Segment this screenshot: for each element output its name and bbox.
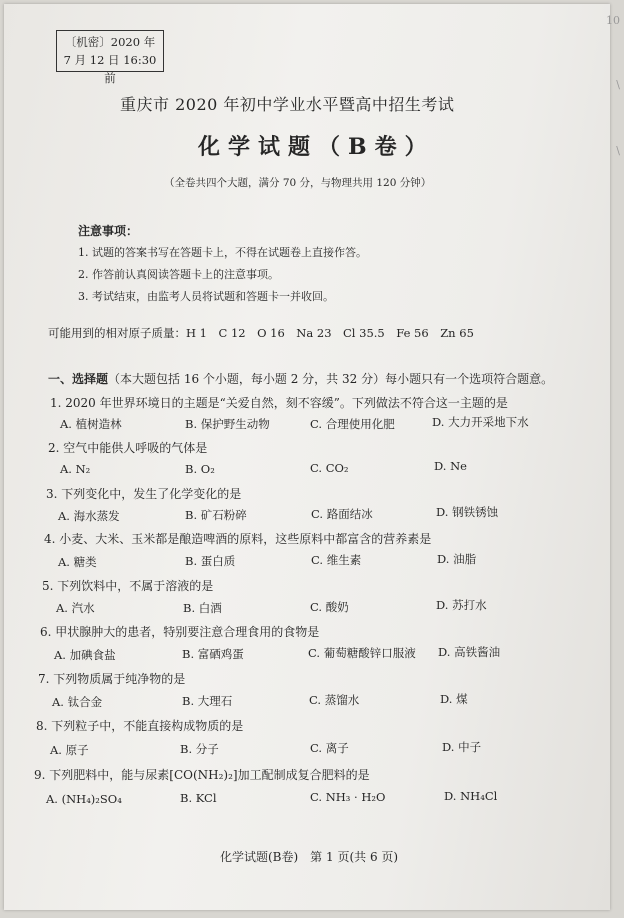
question-option: B. 大理石: [182, 694, 233, 708]
question-option: A. N₂: [60, 462, 91, 476]
question-option: A. 原子: [50, 743, 89, 757]
question-option: B. 矿石粉碎: [185, 508, 247, 522]
edge-mark: \: [616, 144, 620, 157]
question-option: D. Ne: [434, 459, 467, 473]
question-option: A. 海水蒸发: [58, 509, 120, 523]
question-option: D. 大力开采地下水: [432, 415, 529, 429]
question-option: C. 路面结冰: [311, 507, 373, 521]
question-option: B. 富硒鸡蛋: [182, 647, 244, 661]
question-option: B. 蛋白质: [185, 554, 236, 568]
notes-title: 注意事项：: [78, 224, 139, 238]
question-stem: 5. 下列饮料中，不属于溶液的是: [42, 579, 214, 593]
question-option: D. 高铁酱油: [438, 645, 501, 659]
paper-title: 化学试题（B卷）: [198, 134, 435, 160]
question-option: A. 加碘食盐: [54, 648, 116, 662]
section-title: 一、选择题: [48, 372, 109, 386]
question-option: B. 保护野生动物: [185, 417, 270, 431]
question-option: A. 钛合金: [52, 695, 103, 709]
question-stem: 4. 小麦、大米、玉米都是酿造啤酒的原料，这些原料中都富含的营养素是: [44, 532, 432, 546]
question-option: B. O₂: [185, 462, 215, 476]
question-option: C. 离子: [310, 741, 349, 755]
question-option: D. 中子: [442, 740, 482, 754]
question-option: C. CO₂: [310, 461, 349, 475]
question-option: B. 分子: [180, 742, 219, 756]
question-option: D. 钢铁锈蚀: [436, 505, 499, 519]
question-option: C. 维生素: [311, 553, 362, 567]
question-stem: 6. 甲状腺肿大的患者，特别要注意合理食用的食物是: [40, 625, 320, 639]
question-stem: 8. 下列粒子中，不能直接构成物质的是: [36, 719, 244, 733]
section-heading: [48, 370, 553, 387]
question-option: A. 植树造林: [60, 417, 122, 431]
question-option: D. NH₄Cl: [444, 789, 498, 803]
question-option: C. 葡萄糖酸锌口服液: [308, 646, 416, 660]
question-option: D. 煤: [440, 692, 468, 706]
question-option: B. KCl: [180, 791, 217, 805]
atomic-masses: 可能用到的相对原子质量：H 1 C 12 O 16 Na 23 Cl 35.5 Fe 56 Zn 65: [48, 326, 474, 340]
section-description: （本大题包括 16 个小题，每小题 2 分，共 32 分）每小题只有一个选项符合题意。: [108, 372, 554, 386]
question-stem: 7. 下列物质属于纯净物的是: [38, 672, 186, 686]
edge-mark: 10: [606, 14, 620, 27]
paper-subtitle: （全卷共四个大题，满分 70 分，与物理共用 120 分钟）: [164, 177, 432, 189]
question-option: A. 糖类: [58, 555, 97, 569]
confidential-stamp-box: [56, 30, 164, 85]
question-option: C. NH₃ · H₂O: [310, 790, 386, 804]
note-item: 1. 试题的答案书写在答题卡上，不得在试题卷上直接作答。: [78, 246, 367, 259]
confidential-line-1: 〔机密〕2020 年: [64, 35, 156, 49]
question-stem: 1. 2020 年世界环境日的主题是“关爱自然，刻不容缓”。下列做法不符合这一主题的是: [50, 396, 508, 410]
question-option: C. 蒸馏水: [309, 693, 360, 707]
page-footer: 化学试题(B卷) 第 1 页(共 6 页): [220, 850, 399, 864]
note-item: 2. 作答前认真阅读答题卡上的注意事项。: [78, 268, 279, 281]
question-option: B. 白酒: [183, 601, 222, 615]
question-stem: 9. 下列肥料中，能与尿素[CO(NH₂)₂]加工配制成复合肥料的是: [34, 768, 370, 782]
exam-title: 重庆市 2020 年初中学业水平暨高中招生考试: [120, 95, 455, 114]
confidential-line-2: 7 月 12 日 16:30 前: [63, 53, 157, 85]
question-option: A. 汽水: [56, 601, 95, 615]
question-option: D. 油脂: [437, 552, 477, 566]
note-item: 3. 考试结束，由监考人员将试题和答题卡一并收回。: [78, 290, 334, 303]
question-stem: 2. 空气中能供人呼吸的气体是: [48, 441, 208, 455]
edge-mark: \: [616, 78, 620, 91]
question-option: C. 酸奶: [310, 600, 349, 614]
question-stem: 3. 下列变化中，发生了化学变化的是: [46, 487, 242, 501]
question-option: C. 合理使用化肥: [310, 417, 395, 431]
question-option: A. (NH₄)₂SO₄: [46, 792, 122, 806]
question-option: D. 苏打水: [436, 598, 487, 612]
